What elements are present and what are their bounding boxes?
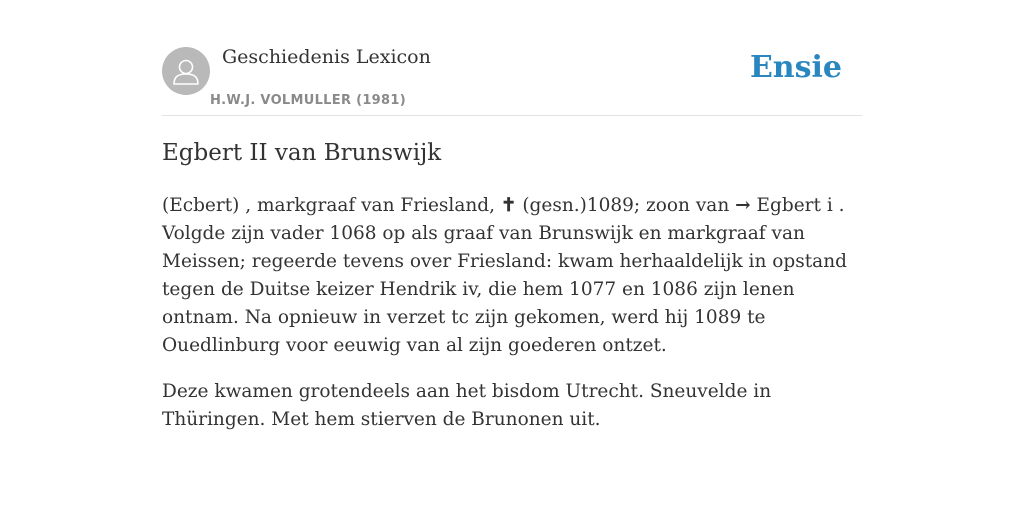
author-credit[interactable]: H.W.J. VOLMULLER (1981) [210, 93, 406, 108]
paragraph-1-part1: (Ecbert) , markgraaf van Friesland, [162, 195, 496, 216]
article-body [162, 192, 862, 452]
brand-logo[interactable]: Ensie [749, 50, 842, 85]
cross-icon: ✝ [500, 195, 517, 216]
page-title: Egbert II van Brunswijk [162, 140, 442, 166]
user-silhouette-icon[interactable] [162, 47, 210, 95]
source-header [162, 40, 862, 116]
paragraph-1-part2: (gesn.)1089; zoon van [522, 195, 730, 216]
paragraph-1-part3: Egbert i . Volgde zijn vader 1068 op als graaf van Brunswijk en markgraaf van Meissen; regeerde tevens over Friesland: kwam herhaaldelijk in opstand tegen de Duitse keizer Hendrik iv, die hem 1077 en 1086 zijn lenen ontnam. Na opnieuw in verzet tc zijn gekomen, werd hij 1089 te Ouedlinburg voor eeuwig van al zijn goederen ontzet. [162, 195, 847, 356]
paragraph-1 [162, 192, 862, 360]
right-arrow-icon: → [735, 195, 751, 216]
source-title[interactable]: Geschiedenis Lexicon [222, 46, 431, 68]
paragraph-2: Deze kwamen grotendeels aan het bisdom Utrecht. Sneuvelde in Thüringen. Met hem stierven de Brunonen uit. [162, 381, 772, 430]
